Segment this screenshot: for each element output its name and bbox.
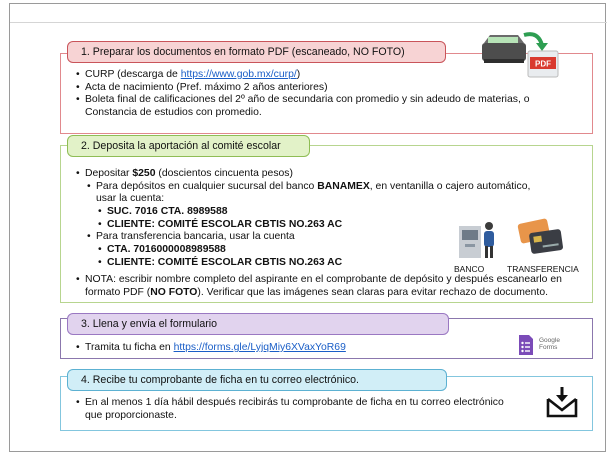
cliente-1: • CLIENTE: COMITÉ ESCOLAR CBTIS NO.263 AC <box>98 219 546 232</box>
step1-title: 1. Preparar los documentos en formato PDF (escaneado, NO FOTO) <box>67 41 446 63</box>
google-forms-icon <box>518 334 578 358</box>
pdf-label: PDF <box>535 59 551 69</box>
step1-item-acta: • Acta de nacimiento (Pref. máximo 2 años anteriores) <box>76 82 581 95</box>
cta-clabe: • CTA. 7016000008989588 <box>98 244 546 257</box>
gforms-label-2: Forms <box>539 344 558 352</box>
transfer-cards-icon <box>516 215 566 259</box>
form-link[interactable]: https://forms.gle/LyjqMiy6XVaxYoR69 <box>173 342 346 353</box>
step1-item-boleta: • Boleta final de calificaciones del 2º año de secundaria con promedio y sin adeudo de materias, o Constancia de estudios con promedio. <box>76 94 581 119</box>
transferencia-label: TRANSFERENCIA <box>507 264 579 274</box>
step2-item-banamex: • Para depósitos en cualquier sucursal del banco BANAMEX, en ventanilla o cajero automático, usar la cuenta: • SUC. 7016 CTA. 8989588 • CLIENTE: COMITÉ ESCOLAR CBTIS NO.263 AC <box>87 181 546 232</box>
bank-teller-icon <box>453 216 499 260</box>
step3-item-tramita: • Tramita tu ficha en https://forms.gle/LyjqMiy6XVaxYoR69 <box>76 342 516 355</box>
step4-title: 4. Recibe tu comprobante de ficha en tu correo electrónico. <box>67 369 447 391</box>
top-divider <box>10 22 607 23</box>
step2-item-transfer: • Para transferencia bancaria, usar la cuenta • CTA. 7016000008989588 • CLIENTE: COMITÉ ESCOLAR CBTIS NO.263 AC <box>87 231 546 269</box>
step2-item-deposit: • Depositar $250 (doscientos cincuenta pesos) • Para depósitos en cualquier sucursal del banco BANAMEX, en ventanilla o cajero automático, usar la cuenta: • SUC. 7016 CTA. 8989588 • CLIENTE: COMITÉ ESCOLAR CBTIS NO.263 AC • Para transferencia bancaria, usar la cuenta • CTA. 7016000008989588 • CLIENTE: COMITÉ ESCOLAR CBTIS NO.263 AC <box>76 168 546 270</box>
curp-link[interactable]: https://www.gob.mx/curp/ <box>180 69 297 80</box>
scanner-pdf-icon <box>480 29 560 79</box>
step2-title: 2. Deposita la aportación al comité escolar <box>67 135 310 157</box>
cliente-2: • CLIENTE: COMITÉ ESCOLAR CBTIS NO.263 AC <box>98 257 546 270</box>
step2-note <box>76 274 581 299</box>
step1-item-curp: • CURP (descarga de https://www.gob.mx/curp/) <box>76 69 581 82</box>
banco-label: BANCO <box>454 264 485 274</box>
step2-panel <box>60 145 593 303</box>
gforms-label-1: Google <box>539 337 560 344</box>
step3-title: 3. Llena y envía el formulario <box>67 313 449 335</box>
step3-list <box>76 342 516 355</box>
step4-list <box>76 397 516 422</box>
mail-download-icon <box>545 385 579 419</box>
suc-cta: • SUC. 7016 CTA. 8989588 <box>98 206 546 219</box>
document-page <box>9 3 606 452</box>
step2-item-nota: • NOTA: escribir nombre completo del aspirante en el comprobante de depósito y después escanearlo en formato PDF (NO FOTO). Verificar que las imágenes sean claras para evitar rechazo de documento. <box>76 274 581 299</box>
step4-item-text: • En al menos 1 día hábil después recibirás tu comprobante de ficha en tu correo electrónico que proporcionaste. <box>76 397 516 422</box>
